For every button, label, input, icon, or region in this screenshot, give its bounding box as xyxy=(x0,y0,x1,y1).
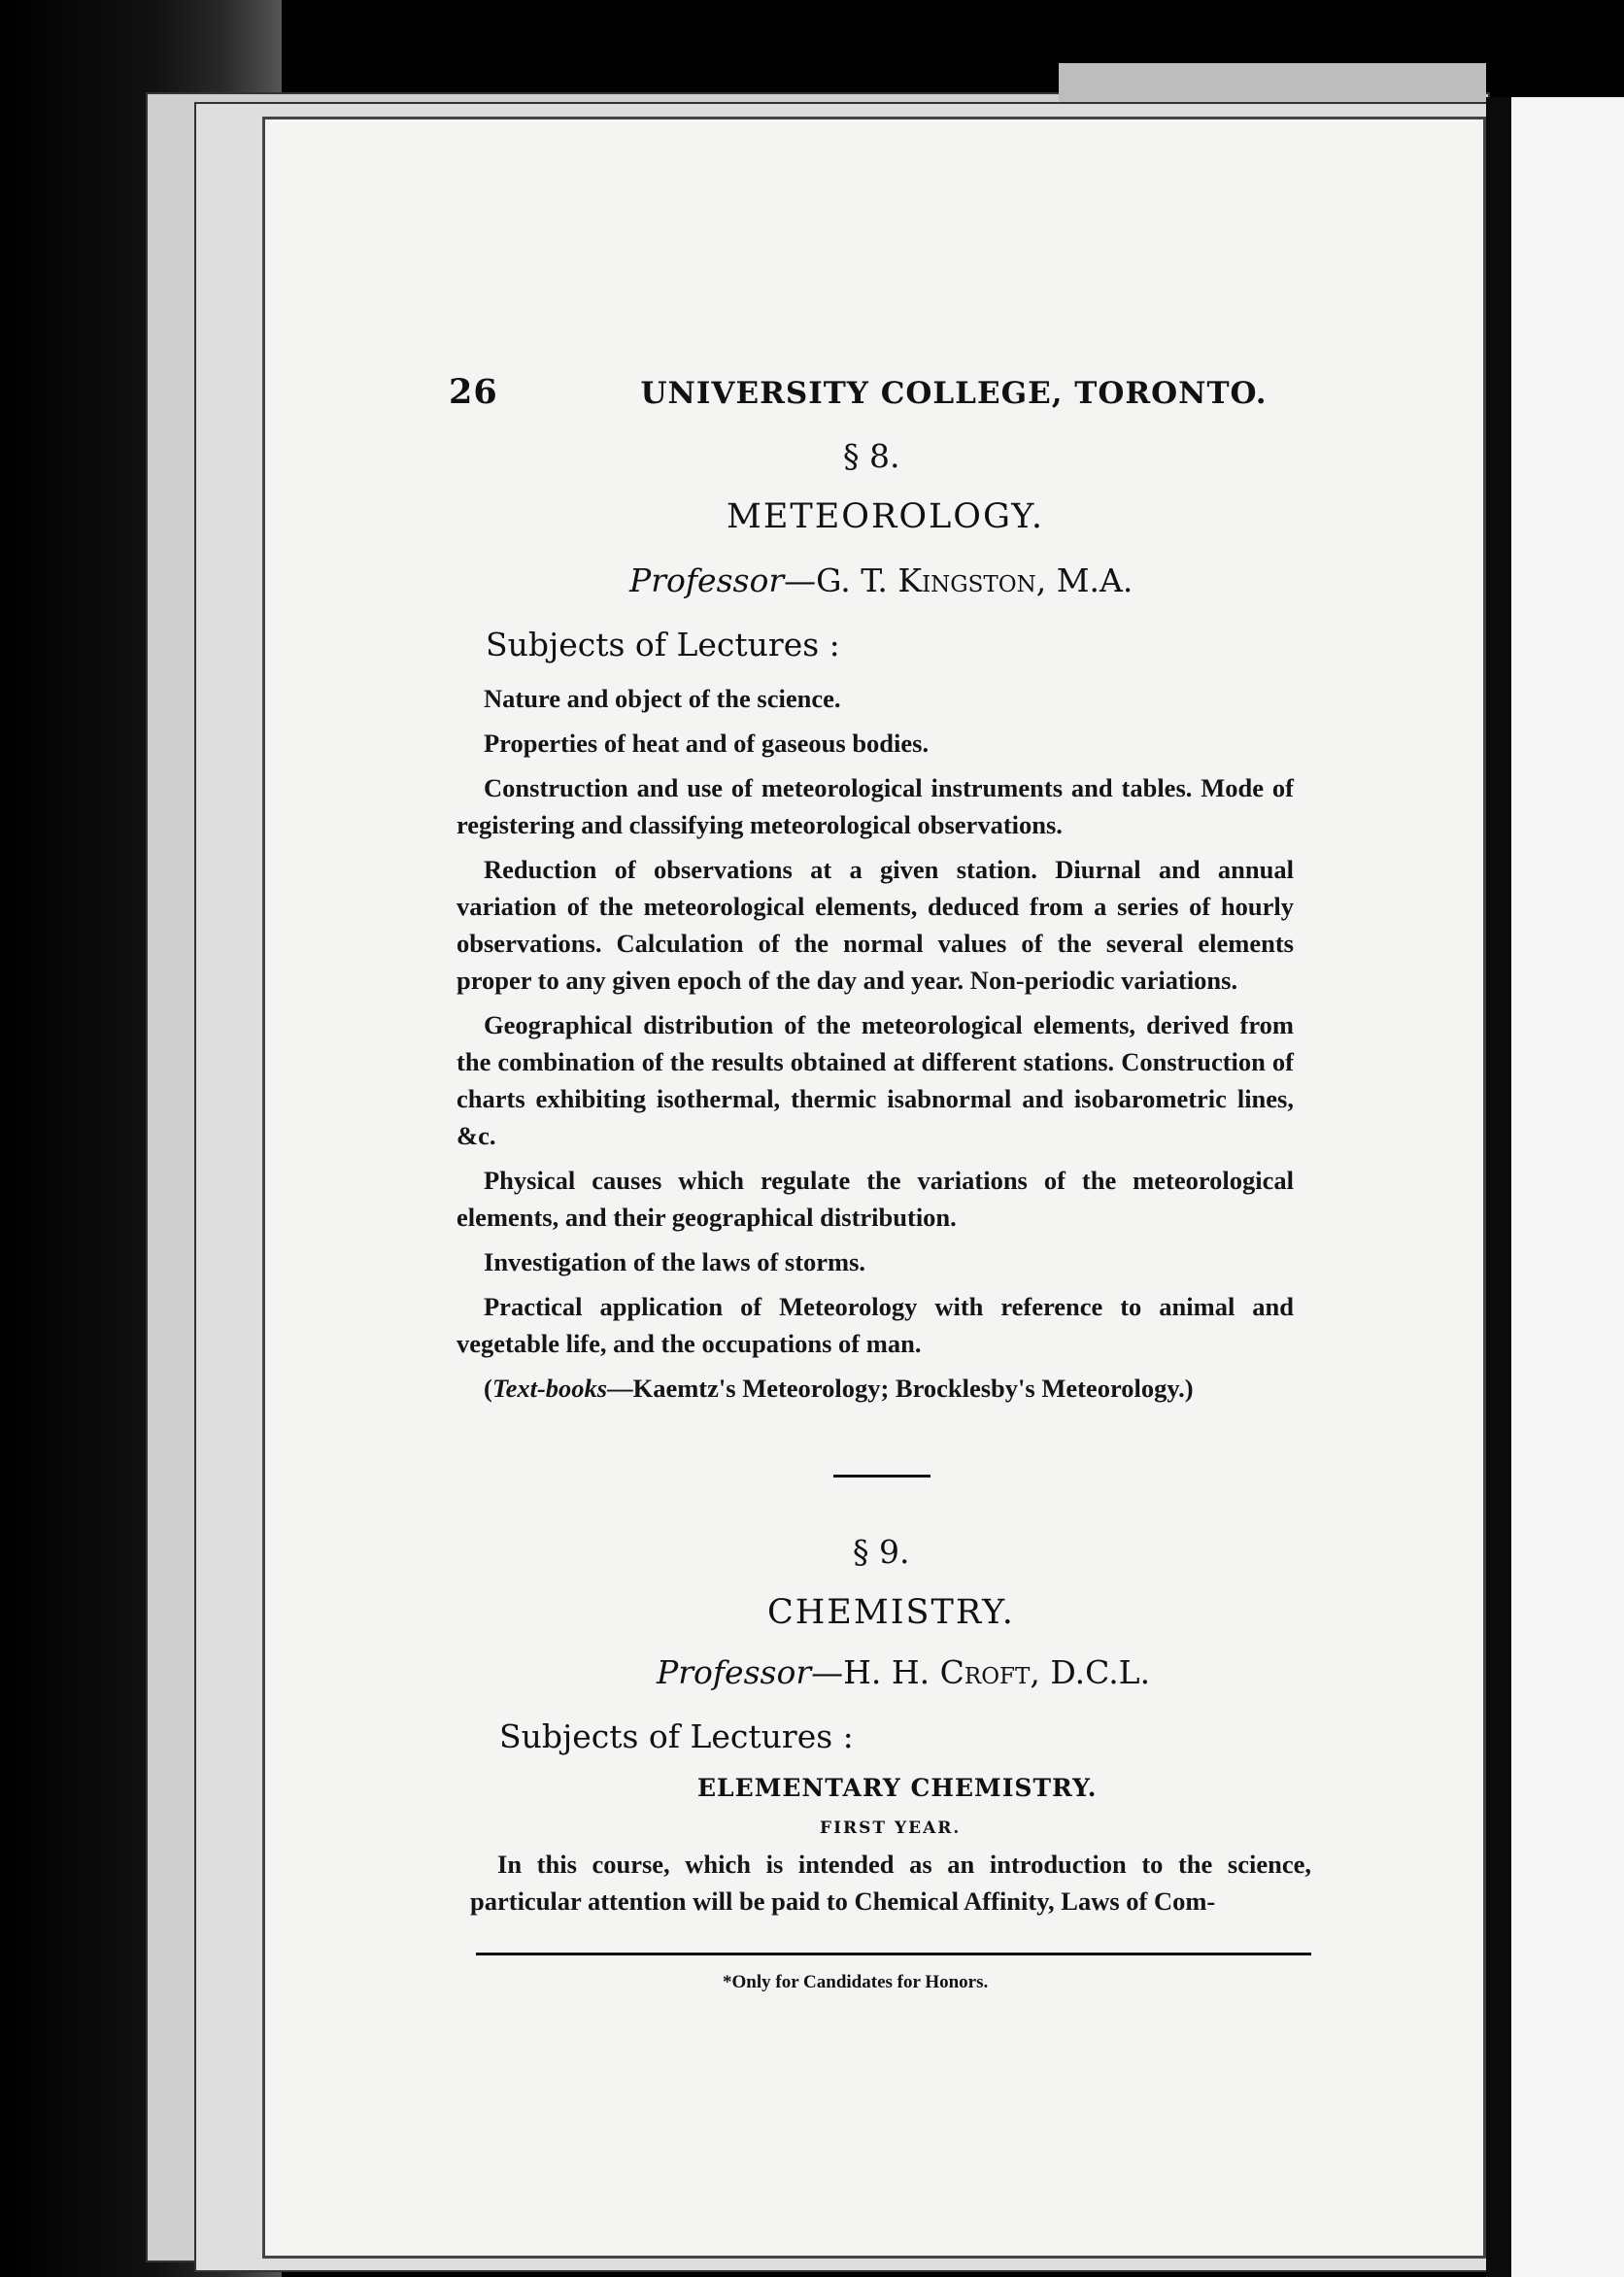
textbooks-list: Kaemtz's Meteorology; Brocklesby's Meteorology.) xyxy=(632,1374,1194,1403)
section-8-title: METEOROLOGY. xyxy=(727,497,1045,536)
section-8-number: § 8. xyxy=(843,437,900,475)
paragraph: Investigation of the laws of storms. xyxy=(484,1247,866,1276)
section-8-body xyxy=(457,680,1294,1414)
section-8-professor: Professor—G. T. Kingston, M.A. xyxy=(629,561,1133,599)
professor-name: G. T. Kingston xyxy=(816,561,1036,599)
running-title: UNIVERSITY COLLEGE, TORONTO. xyxy=(640,376,1268,411)
paragraph: Geographical distribution of the meteorological elements, derived from the combination of the results obtained at different stations. Construction of charts exhibiting isothermal, thermic isabnormal and isobarometric lines, &c. xyxy=(457,1010,1294,1150)
paragraph: In this course, which is intended as an introduction to the science, particular attention will be paid to Chemical Affinity, Laws of Com- xyxy=(470,1850,1311,1916)
section-9-body xyxy=(470,1846,1311,1927)
professor-degree: D.C.L. xyxy=(1050,1653,1151,1691)
professor-degree: M.A. xyxy=(1056,561,1133,599)
page-number: 26 xyxy=(449,372,498,412)
professor-label: Professor xyxy=(629,561,785,599)
paragraph: Reduction of observations at a given station. Diurnal and annual variation of the meteorological elements, deduced from a series of hourly observations. Calculation of the normal values of the several elements proper to any given epoch of the day and year. Non-periodic variations. xyxy=(457,855,1294,995)
textbooks-label: Text-books xyxy=(491,1374,608,1403)
paragraph: Construction and use of meteorological instruments and tables. Mode of registering and classifying meteorological observations. xyxy=(457,773,1294,839)
facing-page-edge xyxy=(1486,97,1624,2277)
footnote-rule xyxy=(476,1953,1311,1955)
running-header xyxy=(449,372,1268,412)
paragraph: Physical causes which regulate the variations of the meteorological elements, and their geographical distribution. xyxy=(457,1166,1294,1232)
section-9-number: § 9. xyxy=(853,1533,910,1571)
section-9-title: CHEMISTRY. xyxy=(767,1593,1015,1632)
paragraph: Nature and object of the science. xyxy=(484,684,841,713)
section-9-year: FIRST YEAR. xyxy=(820,1818,962,1838)
top-paper-strip xyxy=(1059,63,1486,102)
professor-label: Professor xyxy=(657,1653,812,1691)
section-9-subjects-heading: Subjects of Lectures : xyxy=(499,1717,854,1755)
section-9-subheading: ELEMENTARY CHEMISTRY. xyxy=(697,1774,1098,1802)
section-8-subjects-heading: Subjects of Lectures : xyxy=(486,626,840,663)
paragraph: Practical application of Meteorology with reference to animal and vegetable life, and the occupations of man. xyxy=(457,1292,1294,1358)
footnote: *Only for Candidates for Honors. xyxy=(723,1972,989,1992)
section-divider xyxy=(833,1475,930,1478)
section-9-professor: Professor—H. H. Croft, D.C.L. xyxy=(657,1653,1151,1691)
professor-name: H. H. Croft xyxy=(843,1653,1031,1691)
textbooks-line: (Text-books—Kaemtz's Meteorology; Brocklesby's Meteorology.) xyxy=(484,1374,1194,1403)
paragraph: Properties of heat and of gaseous bodies. xyxy=(484,729,930,758)
